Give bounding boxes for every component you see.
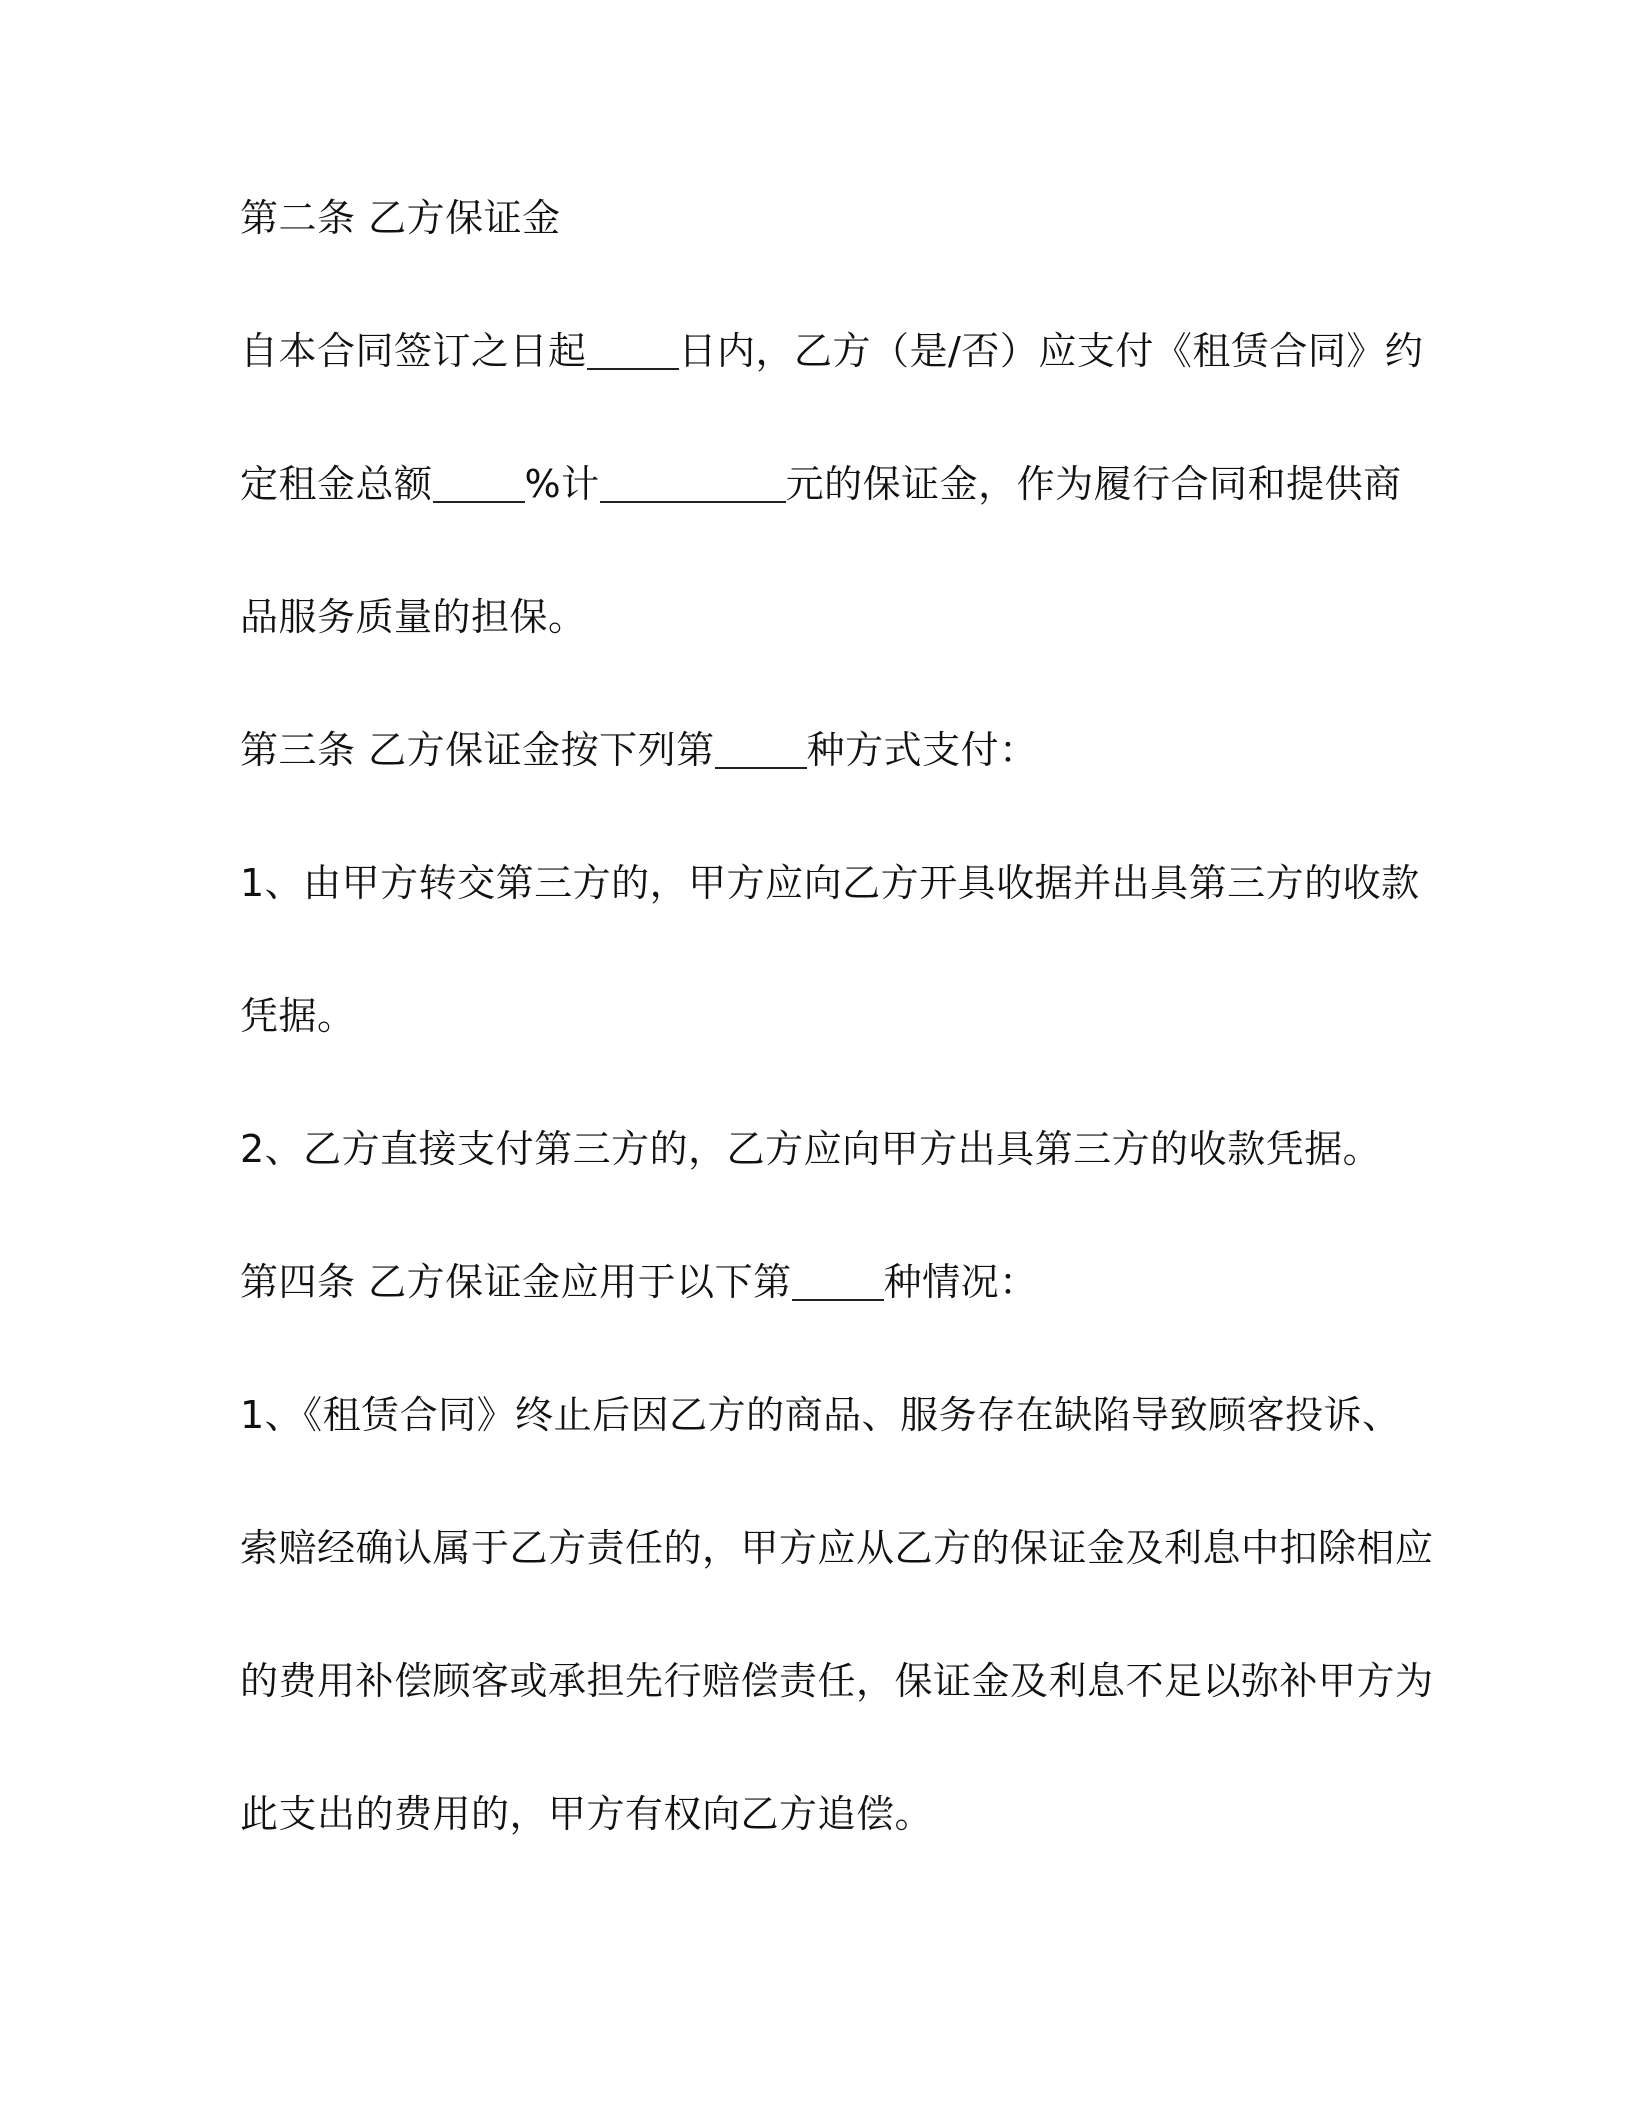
article-4-item-1-line-1 (240, 1390, 1401, 1440)
text-segment: %计 (524, 462, 600, 506)
text-segment: 日内，乙方（是/否）应支付《租赁合同》约 (678, 329, 1424, 373)
article-3-item-1-line-1 (240, 858, 1420, 908)
blank-days-field[interactable] (587, 330, 679, 370)
text-segment: 第三条 乙方保证金按下列第 (240, 728, 715, 772)
blank-payment-method-field[interactable] (715, 729, 807, 769)
text-segment: 第四条 乙方保证金应用于以下第 (240, 1260, 792, 1304)
text-segment: 种方式支付： (806, 728, 1038, 772)
text-segment: 1、《租赁合同》终止后因乙方的商品、服务存在缺陷导致顾客投诉、 (240, 1393, 1401, 1437)
article-4-item-1-line-3 (240, 1656, 1434, 1706)
blank-amount-field[interactable] (600, 463, 786, 503)
text-segment: 2、乙方直接支付第三方的，乙方应向甲方出具第三方的收款凭据。 (240, 1127, 1382, 1171)
article-2-paragraph-line-1 (240, 326, 1423, 376)
article-3-item-1-line-2 (240, 991, 356, 1041)
text-segment: 此支出的费用的，甲方有权向乙方追偿。 (240, 1792, 934, 1836)
text-segment: 凭据。 (240, 994, 356, 1038)
article-3-item-2 (240, 1124, 1381, 1174)
article-4-item-1-line-2 (240, 1523, 1434, 1573)
blank-percent-field[interactable] (433, 463, 525, 503)
article-2-paragraph-line-2 (240, 459, 1402, 509)
text-segment: 定租金总额 (240, 462, 433, 506)
text-segment: 元的保证金，作为履行合同和提供商 (785, 462, 1402, 506)
text-segment: 品服务质量的担保。 (240, 595, 587, 639)
article-2-heading (240, 193, 561, 243)
text-segment: 的费用补偿顾客或承担先行赔偿责任，保证金及利息不足以弥补甲方为 (240, 1659, 1434, 1703)
article-4-heading (240, 1257, 1038, 1307)
heading-text: 第二条 乙方保证金 (240, 196, 561, 240)
text-segment: 索赔经确认属于乙方责任的，甲方应从乙方的保证金及利息中扣除相应 (240, 1526, 1434, 1570)
article-2-paragraph-line-3 (240, 592, 587, 642)
blank-case-field[interactable] (792, 1261, 884, 1301)
article-4-item-1-line-4 (240, 1789, 933, 1839)
text-segment: 1、由甲方转交第三方的，甲方应向乙方开具收据并出具第三方的收款 (240, 861, 1420, 905)
article-3-heading (240, 725, 1038, 775)
text-segment: 种情况： (883, 1260, 1038, 1304)
text-segment: 自本合同签订之日起 (240, 329, 587, 373)
